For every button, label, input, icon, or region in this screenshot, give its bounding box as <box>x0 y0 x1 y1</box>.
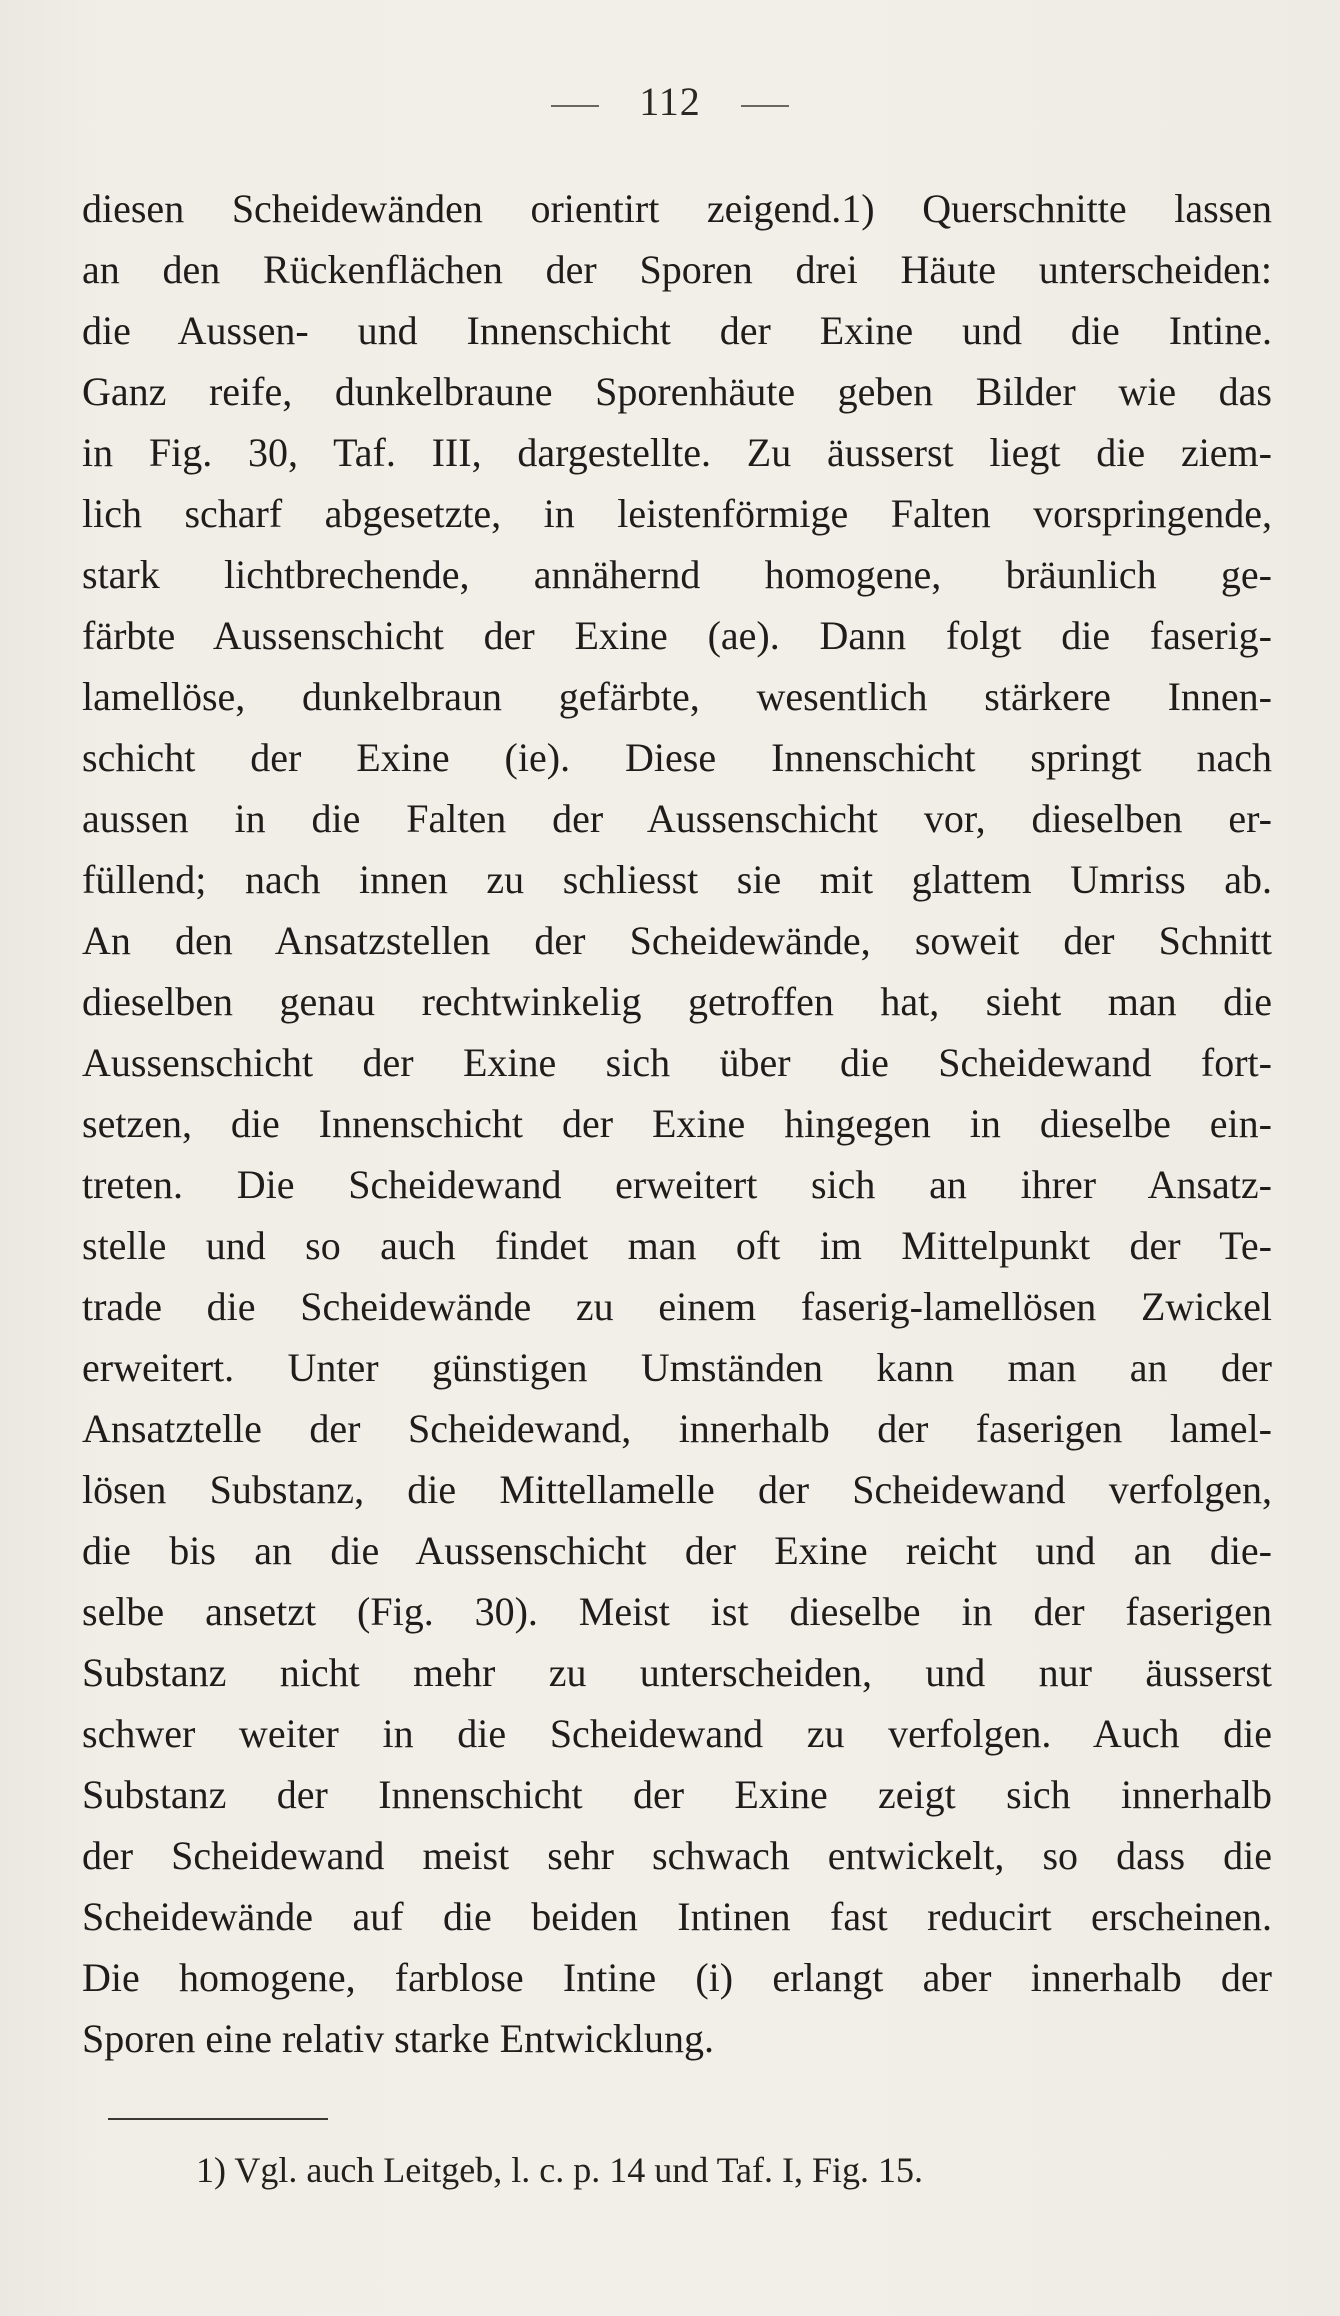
text-line: Substanz nicht mehr zu unterscheiden, und nur äusserst <box>82 1650 1272 1695</box>
page-header <box>0 78 1340 125</box>
text-line: Ansatztelle der Scheidewand, innerhalb der faserigen lamel- <box>82 1406 1272 1451</box>
text-line: selbe ansetzt (Fig. 30). Meist ist dieselbe in der faserigen <box>82 1589 1272 1634</box>
text-line: schicht der Exine (ie). Diese Innenschicht springt nach <box>82 735 1272 780</box>
text-line: dieselben genau rechtwinkelig getroffen hat, sieht man die <box>82 979 1272 1024</box>
text-line: diesen Scheidewänden orientirt zeigend.1) Querschnitte lassen <box>82 186 1272 231</box>
text-line: Scheidewände auf die beiden Intinen fast reducirt erscheinen. <box>82 1894 1272 1939</box>
page-number: 112 <box>639 79 701 124</box>
text-line-last: Sporen eine relativ starke Entwicklung. <box>82 2016 715 2061</box>
text-line: treten. Die Scheidewand erweitert sich an ihrer Ansatz- <box>82 1162 1272 1207</box>
text-line: erweitert. Unter günstigen Umständen kann man an der <box>82 1345 1272 1390</box>
text-line: schwer weiter in die Scheidewand zu verfolgen. Auch die <box>82 1711 1272 1756</box>
text-line: an den Rückenflächen der Sporen drei Häute unterscheiden: <box>82 247 1272 292</box>
text-line: lich scharf abgesetzte, in leistenförmige Falten vorspringende, <box>82 491 1272 536</box>
text-line: setzen, die Innenschicht der Exine hingegen in dieselbe ein- <box>82 1101 1272 1146</box>
text-line: die Aussen- und Innenschicht der Exine und die Intine. <box>82 308 1272 353</box>
text-line: Die homogene, farblose Intine (i) erlangt aber innerhalb der <box>82 1955 1272 2000</box>
header-dash-left <box>551 105 599 107</box>
text-line: An den Ansatzstellen der Scheidewände, soweit der Schnitt <box>82 918 1272 963</box>
text-line: stelle und so auch findet man oft im Mittelpunkt der Te- <box>82 1223 1272 1268</box>
text-line: Aussenschicht der Exine sich über die Scheidewand fort- <box>82 1040 1272 1085</box>
text-line: aussen in die Falten der Aussenschicht vor, dieselben er- <box>82 796 1272 841</box>
text-line: färbte Aussenschicht der Exine (ae). Dann folgt die faserig- <box>82 613 1272 658</box>
footnote: 1) Vgl. auch Leitgeb, l. c. p. 14 und Taf. I, Fig. 15. <box>196 2150 924 2190</box>
text-line: Ganz reife, dunkelbraune Sporenhäute geben Bilder wie das <box>82 369 1272 414</box>
text-line: lösen Substanz, die Mittellamelle der Scheidewand verfolgen, <box>82 1467 1272 1512</box>
text-line: der Scheidewand meist sehr schwach entwickelt, so dass die <box>82 1833 1272 1878</box>
text-line: die bis an die Aussenschicht der Exine reicht und an die- <box>82 1528 1272 1573</box>
body-text <box>82 178 1272 2069</box>
text-line: in Fig. 30, Taf. III, dargestellte. Zu äusserst liegt die ziem- <box>82 430 1272 475</box>
text-line: stark lichtbrechende, annähernd homogene, bräunlich ge- <box>82 552 1272 597</box>
header-dash-right <box>741 105 789 107</box>
text-line: lamellöse, dunkelbraun gefärbte, wesentlich stärkere Innen- <box>82 674 1272 719</box>
footnote-divider <box>108 2118 328 2120</box>
text-line: füllend; nach innen zu schliesst sie mit glattem Umriss ab. <box>82 857 1272 902</box>
text-line: trade die Scheidewände zu einem faserig-lamellösen Zwickel <box>82 1284 1272 1329</box>
text-line: Substanz der Innenschicht der Exine zeigt sich innerhalb <box>82 1772 1272 1817</box>
